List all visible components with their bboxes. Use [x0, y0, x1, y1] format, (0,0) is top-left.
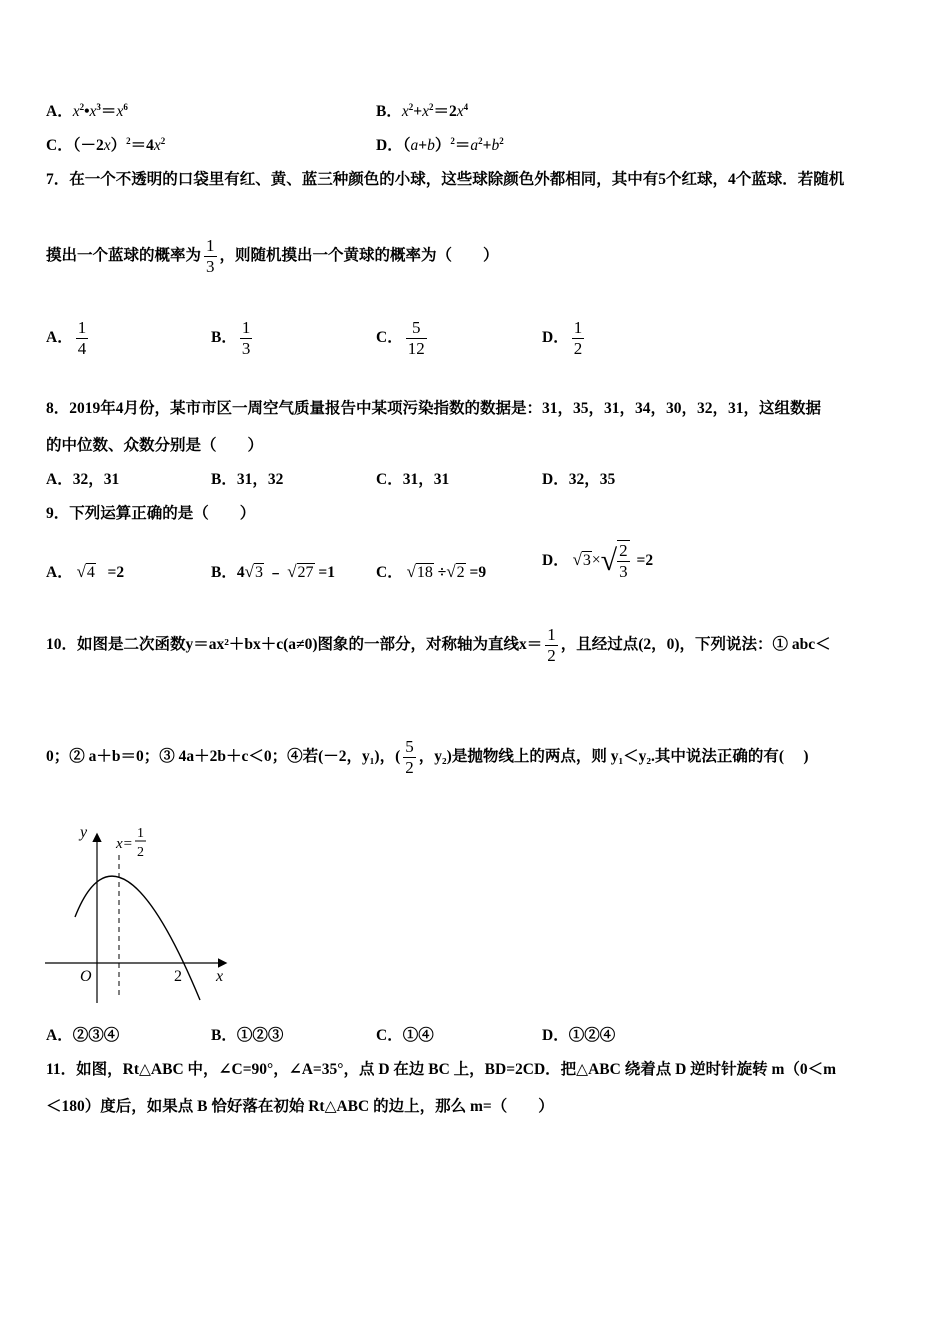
q8-option-a: A．32，31 — [46, 471, 120, 488]
q8-stem-line2: 的中位数、众数分别是（ ） — [46, 437, 264, 454]
q10-stem-line1: 10．如图是二次函数y＝ax²＋bx＋c(a≠0)图象的一部分，对称轴为直线x＝ $\frac{1}{2}$ ，且经过点(2，0)，下列说法：① abc＜ — [46, 625, 831, 665]
q7-option-c: C． $\frac{5}{12}$ — [376, 318, 425, 358]
q8-option-b: B．31，32 — [211, 471, 284, 488]
q8-stem-line1: 8．2019年4月份，某市市区一周空气质量报告中某项污染指数的数据是：31，35，31，34，30，32，31，这组数据 — [46, 400, 822, 417]
x-axis-label: x — [216, 968, 224, 985]
root-label: 2 — [174, 968, 182, 985]
q9-option-b: B．4√3 ﹣ √27 =1 — [211, 562, 336, 581]
q8-option-d: D．32，35 — [542, 471, 616, 488]
q7-stem-line1: 7．在一个不透明的口袋里有红、黄、蓝三种颜色的小球，这些球除颜色外都相同，其中有5个红球，4个蓝球．若随机 — [46, 171, 845, 188]
origin-label: O — [80, 968, 92, 985]
q6-option-a: A．$x^2•x^3=x^6$ — [46, 101, 128, 120]
q10-axis-fraction: $\frac{1}{2}$ — [547, 625, 556, 665]
q11-stem-line2: ＜180）度后，如果点 B 恰好落在初始 Rt△ABC 的边上，那么 m=（ ） — [46, 1098, 554, 1115]
q10-parabola-graph — [40, 815, 240, 1010]
q7-option-d: D． $\frac{1}{2}$ — [542, 318, 583, 358]
q9-option-a: A． √4 =2 — [46, 562, 125, 581]
y-axis-label: y — [80, 824, 88, 841]
q9-stem: 9．下列运算正确的是（ ） — [46, 505, 256, 522]
q8-option-c: C．31，31 — [376, 471, 450, 488]
q10-option-a: A．②③④ — [46, 1027, 120, 1044]
q6-option-d: D．$(a+b)^2=a^2+b^2$ — [376, 135, 504, 154]
q7-stem-line2: 摸出一个蓝球的概率为 $\frac{1}{3}$ ，则随机摸出一个黄球的概率为（ ） — [46, 236, 499, 276]
axis-eq-num: 1 — [137, 826, 144, 841]
q9-option-c: C． √18 ÷√2 =9 — [376, 562, 487, 581]
q11-stem-line1: 11．如图，Rt△ABC 中，∠C=90°，∠A=35°，点 D 在边 BC 上，BD=2CD．把△ABC 绕着点 D 逆时针旋转 m（0＜m — [46, 1061, 837, 1078]
q10-option-d: D．①②④ — [542, 1027, 616, 1044]
q10-point-fraction: $\frac{5}{2}$ — [405, 737, 414, 777]
q10-stem-line2: 0；② a＋b＝0；③ 4a＋2b＋c＜0；④若(－2，y₁)，( $\frac{5}{2}$ ，y₂)是抛物线上的两点，则 y₁＜y₂.其中说法正确的有( ) — [46, 737, 809, 777]
q7-option-b: B． $\frac{1}{3}$ — [211, 318, 251, 358]
axis-eq-label: x= — [116, 836, 133, 852]
axis-eq-den: 2 — [137, 845, 144, 860]
q6-option-b: B．$x^2+x^2=2x^4$ — [376, 101, 469, 120]
q7-fraction: $\frac{1}{3}$ — [206, 236, 215, 276]
q10-option-b: B．①②③ — [211, 1027, 284, 1044]
q6-option-c: C．$(-2x)^2=4x^2$ — [46, 135, 166, 154]
q7-option-a: A． $\frac{1}{4}$ — [46, 318, 87, 358]
q9-option-d: D． √3×√ $\frac{2}{3}$ =2 — [542, 541, 654, 581]
q10-option-c: C．①④ — [376, 1027, 434, 1044]
